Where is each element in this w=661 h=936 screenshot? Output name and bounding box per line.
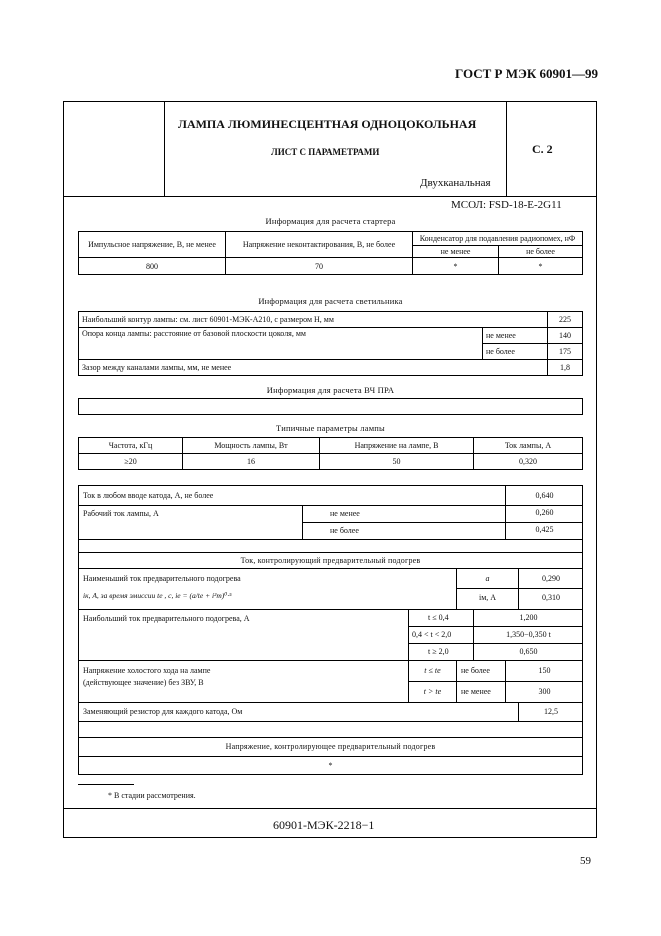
doc-title: ЛАМПА ЛЮМИНЕСЦЕНТНАЯ ОДНОЦОКОЛЬНАЯ bbox=[178, 117, 477, 131]
typ-v2: 16 bbox=[183, 454, 320, 470]
preheat-c3v: 0,650 bbox=[519, 647, 538, 656]
typical-heading: Типичные параметры лампы bbox=[276, 423, 385, 433]
lum-r3-label: Зазор между каналами лампы, мм, не менее bbox=[79, 360, 548, 376]
footer-line bbox=[63, 808, 597, 809]
starter-col1: Импульсное напряжение, В, не менее bbox=[79, 232, 226, 258]
preheat-im-value: 0,310 bbox=[542, 593, 560, 602]
lum-r2-min-label: не менее bbox=[483, 328, 548, 344]
row-line bbox=[78, 552, 583, 553]
ocv-o2: t > te bbox=[423, 687, 442, 696]
ocv-label1: Напряжение холостого хода на лампе bbox=[83, 666, 211, 675]
preheat-c1v: 1,200 bbox=[519, 613, 538, 622]
typical-table bbox=[78, 437, 583, 470]
starter-col3b: не более bbox=[499, 246, 583, 258]
row-line bbox=[78, 702, 583, 703]
typ-h1: Частота, кГц bbox=[79, 438, 183, 454]
starter-col2: Напряжение неконтактирования, В, не более bbox=[226, 232, 413, 258]
preheat-voltage-heading: Напряжение, контролирующее предварительный подогрев bbox=[225, 742, 436, 751]
ocv-o2-value: 300 bbox=[538, 687, 551, 696]
luminaire-heading: Информация для расчета светильника bbox=[258, 296, 403, 306]
cur-r1-value: 0,640 bbox=[535, 491, 554, 500]
cur-r1-label: Ток в любом вводе катода, А, не более bbox=[83, 491, 214, 500]
preheat-heading: Ток, контролирующий предварительный подогрев bbox=[240, 556, 421, 565]
hf-heading: Информация для расчета ВЧ ПРА bbox=[266, 385, 395, 395]
lum-r2-min: 140 bbox=[548, 328, 583, 344]
resistor-value: 12,5 bbox=[544, 707, 558, 716]
starter-heading: Информация для расчета стартера bbox=[265, 216, 396, 226]
col-line bbox=[302, 505, 303, 539]
lum-r2-max-label: не более bbox=[483, 344, 548, 360]
cur-r2-max: 0,425 bbox=[535, 525, 554, 534]
row-line bbox=[408, 643, 583, 644]
footnote-rule bbox=[78, 784, 134, 785]
preheat-formula: iк, А, за время эмиссии te , с, ie = (a/te + i²m)⁰·⁵ bbox=[83, 591, 232, 600]
row-line bbox=[78, 721, 583, 722]
preheat-im-label: iм, А bbox=[478, 593, 497, 602]
starter-v3a: * bbox=[413, 258, 499, 275]
starter-v1: 800 bbox=[79, 258, 226, 275]
typ-v1: ≥20 bbox=[79, 454, 183, 470]
lum-r2-label: Опора конца лампы: расстояние от базовой плоскости цоколя, мм bbox=[79, 328, 483, 360]
typ-h2: Мощность лампы, Вт bbox=[183, 438, 320, 454]
preheat-min-label: Наименьший ток предварительного подогрева bbox=[83, 574, 241, 583]
row-line bbox=[408, 626, 583, 627]
ocv-o1-label: не более bbox=[461, 666, 490, 675]
doc-subtitle: ЛИСТ С ПАРАМЕТРАМИ bbox=[271, 147, 380, 157]
preheat-max-label: Наибольший ток предварительного подогрева, А bbox=[83, 614, 250, 623]
row-line bbox=[78, 505, 583, 506]
ocv-o1-value: 150 bbox=[538, 666, 551, 675]
resistor-label: Заменяющий резистор для каждого катода, Ом bbox=[83, 707, 243, 716]
row-line bbox=[78, 568, 583, 569]
typ-h3: Напряжение на лампе, В bbox=[320, 438, 474, 454]
row-line bbox=[408, 681, 583, 682]
row-line bbox=[302, 522, 583, 523]
footnote: * В стадии рассмотрения. bbox=[108, 791, 196, 800]
lum-r1-label: Наибольший контур лампы: см. лист 60901-МЭК-А210, с размером H, мм bbox=[79, 312, 548, 328]
title-divider-right bbox=[506, 101, 507, 196]
standard-number: ГОСТ Р МЭК 60901—99 bbox=[455, 66, 598, 81]
starter-table bbox=[78, 231, 583, 275]
ocv-o2-label: не менее bbox=[461, 687, 491, 696]
row-line bbox=[78, 539, 583, 540]
starter-col3a: не менее bbox=[413, 246, 499, 258]
preheat-voltage-value: * bbox=[328, 761, 333, 770]
row-line bbox=[78, 756, 583, 757]
hf-empty-box bbox=[78, 398, 583, 415]
preheat-a-value: 0,290 bbox=[542, 574, 560, 583]
title-bottom-line bbox=[63, 196, 597, 197]
starter-v2: 70 bbox=[226, 258, 413, 275]
preheat-c1: t ≤ 0,4 bbox=[428, 613, 449, 622]
page-number: 59 bbox=[580, 855, 591, 867]
starter-v3b: * bbox=[499, 258, 583, 275]
col-line bbox=[456, 660, 457, 702]
starter-col3: Конденсатор для подавления радиопомех, нФ bbox=[413, 232, 583, 246]
cur-r2-min-label: не менее bbox=[330, 509, 360, 518]
row-line bbox=[78, 609, 583, 610]
row-line bbox=[78, 660, 583, 661]
luminaire-table bbox=[78, 311, 583, 376]
lum-r1-value: 225 bbox=[548, 312, 583, 328]
preheat-c3: t ≥ 2,0 bbox=[428, 647, 449, 656]
preheat-a-label: a bbox=[485, 574, 490, 583]
typ-v4: 0,320 bbox=[474, 454, 583, 470]
lum-r3-value: 1,8 bbox=[548, 360, 583, 376]
row-line bbox=[78, 737, 583, 738]
sheet-number: С. 2 bbox=[532, 142, 553, 156]
preheat-c2v: 1,350−0,350 t bbox=[506, 630, 551, 639]
title-divider-left bbox=[164, 101, 165, 196]
row-line bbox=[456, 588, 583, 589]
typ-h4: Ток лампы, А bbox=[474, 438, 583, 454]
lamp-type: Двухканальная bbox=[420, 177, 491, 189]
ocv-label2: (действующее значение) без ЗВУ, В bbox=[83, 678, 204, 687]
cur-r2-min: 0,260 bbox=[535, 508, 554, 517]
cur-r2-max-label: не более bbox=[330, 526, 359, 535]
footer-code: 60901-МЭК-2218−1 bbox=[273, 818, 375, 832]
ocv-o1: t ≤ te bbox=[424, 666, 441, 675]
preheat-c2: 0,4 < t < 2,0 bbox=[412, 630, 452, 639]
lamp-designation: МСОЛ: FSD-18-E-2G11 bbox=[451, 199, 562, 211]
cur-r2-label: Рабочий ток лампы, А bbox=[83, 509, 159, 518]
lum-r2-max: 175 bbox=[548, 344, 583, 360]
typ-v3: 50 bbox=[320, 454, 474, 470]
